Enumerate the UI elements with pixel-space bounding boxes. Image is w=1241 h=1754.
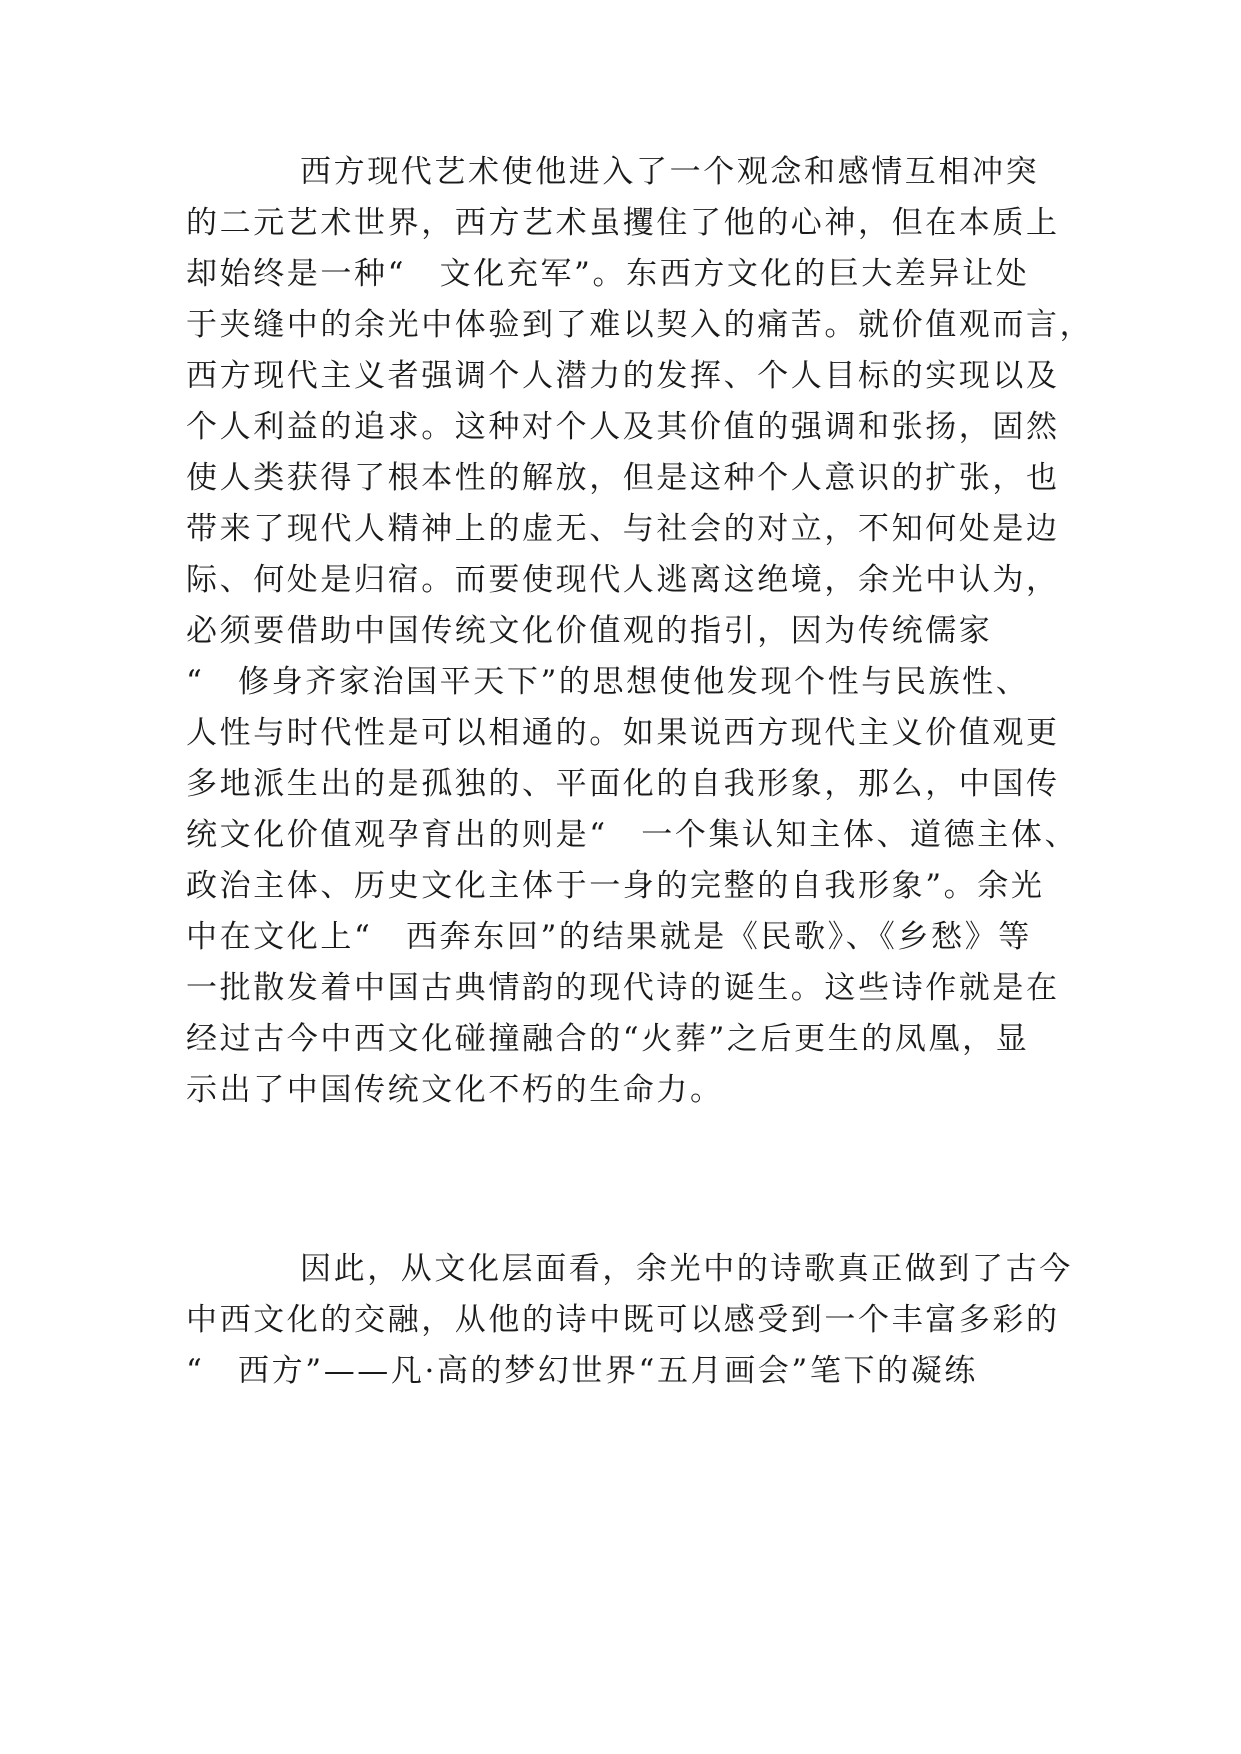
paragraph-line: 西方现代主义者强调个人潜力的发挥、个人目标的实现以及: [186, 358, 1060, 394]
paragraph-line: 人性与时代性是可以相通的。如果说西方现代主义价值观更: [186, 715, 1060, 751]
paragraph-line: 必须要借助中国传统文化价值观的指引，因为传统儒家: [186, 613, 993, 649]
paragraph-line: 政治主体、历史文化主体于一身的完整的自我形象”。余光: [186, 868, 1045, 904]
paragraph-line: 因此，从文化层面看，余光中的诗歌真正做到了古今: [300, 1251, 1073, 1287]
paragraph-line: 个人利益的追求。这种对个人及其价值的强调和张扬，固然: [186, 409, 1060, 445]
paragraph-line: 中西文化的交融，从他的诗中既可以感受到一个丰富多彩的: [186, 1302, 1060, 1338]
paragraph-line: 统文化价值观孕育出的则是“ 一个集认知主体、道德主体、: [186, 817, 1079, 853]
paragraph-line: 西方现代艺术使他进入了一个观念和感情互相冲突: [300, 154, 1040, 190]
paragraph-line: 却始终是一种“ 文化充军”。东西方文化的巨大差异让处: [186, 256, 1030, 292]
paragraph-line: 带来了现代人精神上的虚无、与社会的对立，不知何处是边: [186, 511, 1060, 547]
paragraph-line: 一批散发着中国古典情韵的现代诗的诞生。这些诗作就是在: [186, 970, 1060, 1006]
paragraph-line: 示出了中国传统文化不朽的生命力。: [186, 1072, 724, 1108]
paragraph-line: 经过古今中西文化碰撞融合的“火葬”之后更生的凤凰，显: [186, 1021, 1030, 1057]
paragraph-line: 使人类获得了根本性的解放，但是这种个人意识的扩张，也: [186, 460, 1060, 496]
paragraph-line: “ 修身齐家治国平天下”的思想使他发现个性与民族性、: [186, 664, 1030, 700]
paragraph-line: 中在文化上“ 西奔东回”的结果就是《民歌》、《乡愁》等: [186, 919, 1032, 955]
paragraph-line: 于夹缝中的余光中体验到了难以契入的痛苦。就价值观而言，: [186, 307, 1094, 343]
paragraph-line: 多地派生出的是孤独的、平面化的自我形象，那么，中国传: [186, 766, 1060, 802]
paragraph-line: “ 西方”——凡·高的梦幻世界“五月画会”笔下的凝练: [186, 1353, 978, 1389]
paragraph-line: 际、何处是归宿。而要使现代人逃离这绝境，余光中认为，: [186, 562, 1060, 598]
paragraph-line: 的二元艺术世界，西方艺术虽攫住了他的心神，但在本质上: [186, 205, 1060, 241]
